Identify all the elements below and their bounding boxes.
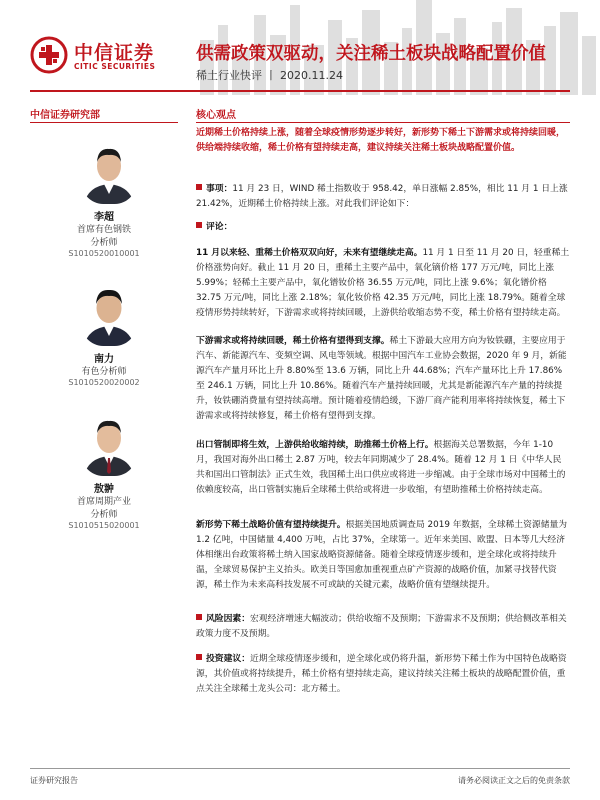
section-title-core-view: 核心观点 xyxy=(196,110,236,121)
page-footer xyxy=(30,768,570,788)
analyst-role: 首席周期产业 xyxy=(76,497,131,507)
comment-paragraph-3 xyxy=(196,438,570,498)
analyst-license-id: S1010515020001 xyxy=(68,521,140,530)
footer-disclaimer-text: 请务必阅读正文之后的免责条款 xyxy=(458,776,570,785)
report-type: 稀土行业快评 xyxy=(196,69,262,82)
paragraph-lead: 11 月以来轻、重稀土价格双双向好，未来有望继续走高。 xyxy=(196,248,423,258)
analyst-role-line2: 分析师 xyxy=(90,510,118,520)
report-header xyxy=(0,0,600,100)
analyst-name: 敖翀 xyxy=(94,484,114,495)
risk-label: 风险因素： xyxy=(206,614,250,624)
paragraph-text: 根据海关总署数据，今年 1-10 月，我国对海外出口稀土 2.87 万吨，较去年同期减少了 28.4%。随着 12 月 1 日《中华人民共和国出口管制法》正式生效，我国稀土出口供应或将进一步缩减。由于全球市场对中国稀土的依赖度较高，出口管制实施后全球稀土供给或将进一步收缩，有望助推稀土价格持续走高。 xyxy=(196,440,566,495)
analyst-card xyxy=(30,412,178,532)
event-paragraph xyxy=(196,182,570,212)
subtitle-separator: 丨 xyxy=(265,69,277,82)
comment-paragraph-1 xyxy=(196,246,570,321)
analyst-photo xyxy=(80,140,138,204)
risk-text: 宏观经济增速大幅波动；供给收缩不及预期；下游需求不及预期；供给侧改革相关政策力度不及预期。 xyxy=(196,614,567,639)
paragraph-text: 11 月 1 日至 11 月 20 日，轻重稀土价格涨势向好。截止 11 月 20 日，重稀土主要产品中，氧化镝价格 177 万元/吨，同比上涨 5.99%；轻稀土主要产品中，氧化镨钕价格 36.55 万元/吨，同比上涨 9.6%；氧化镨价格 32.75 万元/吨，同比上涨 2.18%；氧化钕价格 42.35 万元/吨，同比上涨 18.79%。随着全球疫情形势持续转好，下游需求或将持续回暖，上游供给收缩态势不变，稀土价格有望持续走高。 xyxy=(196,248,570,318)
analyst-role: 首席有色钢铁 xyxy=(76,225,131,235)
core-view-summary: 近期稀土价格持续上涨，随着全球疫情形势逐步转好，新形势下稀土下游需求或将持续回暖，供给端持续收缩，稀土价格有望持续走高，建议持续关注稀土板块战略配置价值。 xyxy=(196,128,566,153)
comment-label: 评论： xyxy=(206,222,233,232)
report-body xyxy=(196,100,570,760)
paragraph-lead: 出口管制即将生效，上游供给收缩持续，助推稀土价格上行。 xyxy=(196,440,434,450)
logo-chinese-text: 中信证券 xyxy=(74,42,155,64)
analyst-photo xyxy=(80,412,138,476)
event-label: 事项： xyxy=(206,184,233,194)
header-divider xyxy=(30,90,570,92)
advice-paragraph xyxy=(196,652,570,697)
sidebar-divider xyxy=(30,122,178,123)
analyst-name: 南力 xyxy=(94,354,114,365)
report-date: 2020.11.24 xyxy=(280,69,343,82)
risk-paragraph xyxy=(196,612,570,642)
analyst-card xyxy=(30,282,178,392)
analyst-license-id: S1010520010001 xyxy=(68,249,140,258)
bullet-square-icon xyxy=(196,184,202,190)
advice-label: 投资建议： xyxy=(206,654,250,664)
citic-logo-mark-icon xyxy=(30,36,68,74)
analyst-license-id: S1010520020002 xyxy=(68,378,140,387)
footer-left-text: 证券研究报告 xyxy=(30,776,78,785)
section-divider xyxy=(196,122,570,123)
analyst-photo xyxy=(80,282,138,346)
sidebar-title: 中信证券研究部 xyxy=(30,110,100,121)
comment-heading xyxy=(196,220,570,235)
analyst-sidebar xyxy=(30,100,185,760)
comment-paragraph-4 xyxy=(196,518,570,593)
paragraph-lead: 新形势下稀土战略价值有望持续提升。 xyxy=(196,520,346,530)
analyst-card xyxy=(30,140,178,260)
event-text: 11 月 23 日，WIND 稀土指数收于 958.42，单日涨幅 2.85%，相比 11 月 1 日上涨 21.42%，近期稀土价格持续上涨。对此我们评论如下： xyxy=(196,184,568,209)
bullet-square-icon xyxy=(196,614,202,620)
paragraph-lead: 下游需求或将持续回暖，稀土价格有望得到支撑。 xyxy=(196,336,390,346)
analyst-role-line2: 分析师 xyxy=(90,238,118,248)
bullet-square-icon xyxy=(196,654,202,660)
paragraph-text: 根据美国地质调查局 2019 年数据，全球稀土资源储量为 1.2 亿吨，中国储量 4,400 万吨，占比 37%，全球第一。近年来美国、欧盟、日本等几大经济体相继出台政策将稀土纳入国家战略资源储备。随着全球疫情逐步缓和，逆全球化或将持续升温，全球贸易保护主义抬头。欧美日等国愈加重视重点矿产资源的战略价值，加紧寻找替代资源，稀土作为未来高科技发展不可或缺的关键元素，战略价值有望继续提升。 xyxy=(196,520,568,590)
logo-english-text: CITIC SECURITIES xyxy=(74,62,156,71)
citic-logo xyxy=(30,36,190,76)
comment-paragraph-2 xyxy=(196,334,570,424)
report-subtitle xyxy=(196,67,343,83)
advice-text: 近期全球疫情逐步缓和，逆全球化或仍将升温，新形势下稀土作为中国特色战略资源，其价值或将持续提升，稀土价格有望持续走高，建议持续关注稀土板块的战略配置价值，重点关注全球稀土龙头公司：北方稀土。 xyxy=(196,654,567,694)
bullet-square-icon xyxy=(196,222,202,228)
paragraph-text: 稀土下游最大应用方向为钕铁硼，主要应用于汽车、新能源汽车、变频空调、风电等领域。根据中国汽车工业协会数据，2020 年 9 月，新能源汽车产量月环比上升 8.80%至 13.6 万辆，同比上升 44.68%；汽车产量环比上升 17.86%至 246.1 万辆，同比上升 10.86%。随着汽车产量持续回暖，尤其是新能源汽车产量的持续提升，钕铁硼消费量有望持续高增。预计随着疫情趋缓，下游厂商产能利用率将持续恢复，稀土下游需求或将持续修复，稀土价格有望得到支撑。 xyxy=(196,336,567,421)
report-title: 供需政策双驱动，关注稀土板块战略配置价值 xyxy=(196,44,546,64)
analyst-name: 李超 xyxy=(94,212,114,223)
analyst-role: 有色分析师 xyxy=(81,367,127,377)
